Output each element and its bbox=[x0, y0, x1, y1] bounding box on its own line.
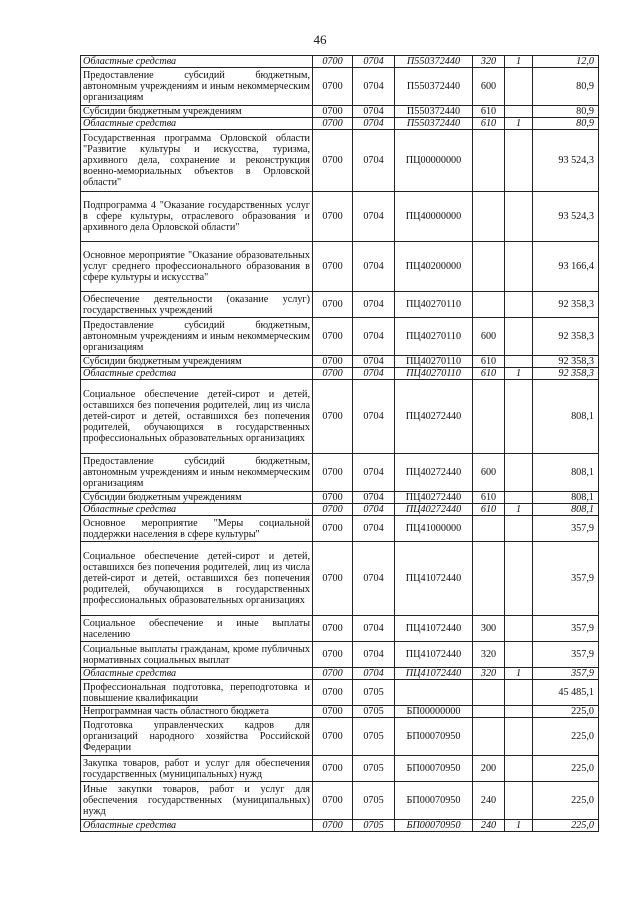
cell-funding-source bbox=[505, 516, 533, 542]
cell-subsection-code: 0704 bbox=[353, 616, 395, 642]
cell-amount: 357,9 bbox=[533, 642, 599, 668]
cell-section-code: 0700 bbox=[313, 454, 353, 492]
cell-amount: 357,9 bbox=[533, 516, 599, 542]
cell-row-name: Непрограммная часть областного бюджета bbox=[81, 706, 313, 718]
cell-section-code: 0700 bbox=[313, 668, 353, 680]
cell-subsection-code: 0704 bbox=[353, 668, 395, 680]
cell-funding-source bbox=[505, 130, 533, 192]
cell-subsection-code: 0704 bbox=[353, 504, 395, 516]
cell-funding-source bbox=[505, 356, 533, 368]
cell-expense-type-code: 610 bbox=[473, 118, 505, 130]
table-row bbox=[81, 292, 599, 318]
table-row bbox=[81, 242, 599, 292]
cell-funding-source bbox=[505, 292, 533, 318]
table-row bbox=[81, 616, 599, 642]
cell-funding-source: 1 bbox=[505, 504, 533, 516]
cell-section-code: 0700 bbox=[313, 356, 353, 368]
cell-funding-source: 1 bbox=[505, 56, 533, 68]
cell-funding-source bbox=[505, 718, 533, 756]
cell-funding-source bbox=[505, 242, 533, 292]
cell-target-article-code: П550372440 bbox=[395, 68, 473, 106]
cell-target-article-code: ПЦ40200000 bbox=[395, 242, 473, 292]
table-row bbox=[81, 756, 599, 782]
cell-section-code: 0700 bbox=[313, 492, 353, 504]
cell-section-code: 0700 bbox=[313, 616, 353, 642]
cell-subsection-code: 0704 bbox=[353, 68, 395, 106]
cell-subsection-code: 0704 bbox=[353, 292, 395, 318]
cell-funding-source bbox=[505, 318, 533, 356]
cell-subsection-code: 0704 bbox=[353, 516, 395, 542]
cell-row-name: Областные средства bbox=[81, 56, 313, 68]
cell-funding-source bbox=[505, 454, 533, 492]
cell-funding-source bbox=[505, 642, 533, 668]
cell-row-name: Обеспечение деятельности (оказание услуг) государственных учреждений bbox=[81, 292, 313, 318]
cell-section-code: 0700 bbox=[313, 516, 353, 542]
table-body bbox=[81, 56, 599, 832]
cell-amount: 808,1 bbox=[533, 380, 599, 454]
cell-amount: 357,9 bbox=[533, 542, 599, 616]
cell-target-article-code: П550372440 bbox=[395, 106, 473, 118]
cell-row-name: Закупка товаров, работ и услуг для обеспечения государственных (муниципальных) нужд bbox=[81, 756, 313, 782]
cell-section-code: 0700 bbox=[313, 542, 353, 616]
cell-section-code: 0700 bbox=[313, 756, 353, 782]
cell-expense-type-code bbox=[473, 542, 505, 616]
cell-row-name: Предоставление субсидий бюджетным, автономным учреждениям и иным некоммерческим организациям bbox=[81, 68, 313, 106]
cell-funding-source bbox=[505, 756, 533, 782]
cell-expense-type-code: 610 bbox=[473, 492, 505, 504]
cell-subsection-code: 0704 bbox=[353, 356, 395, 368]
cell-subsection-code: 0705 bbox=[353, 718, 395, 756]
cell-target-article-code: БП00000000 bbox=[395, 706, 473, 718]
cell-row-name: Областные средства bbox=[81, 820, 313, 832]
table-row bbox=[81, 504, 599, 516]
cell-row-name: Подпрограмма 4 "Оказание государственных услуг в сфере культуры, отраслевого образования и архивного дела Орловской области" bbox=[81, 192, 313, 242]
cell-section-code: 0700 bbox=[313, 118, 353, 130]
cell-row-name: Областные средства bbox=[81, 668, 313, 680]
cell-section-code: 0700 bbox=[313, 642, 353, 668]
cell-row-name: Областные средства bbox=[81, 504, 313, 516]
cell-expense-type-code: 610 bbox=[473, 106, 505, 118]
cell-amount: 92 358,3 bbox=[533, 292, 599, 318]
cell-target-article-code: ПЦ00000000 bbox=[395, 130, 473, 192]
cell-amount: 357,9 bbox=[533, 616, 599, 642]
cell-expense-type-code: 300 bbox=[473, 616, 505, 642]
cell-row-name: Субсидии бюджетным учреждениям bbox=[81, 356, 313, 368]
cell-section-code: 0700 bbox=[313, 680, 353, 706]
cell-subsection-code: 0705 bbox=[353, 756, 395, 782]
cell-target-article-code: БП00070950 bbox=[395, 820, 473, 832]
cell-expense-type-code: 320 bbox=[473, 668, 505, 680]
table-row bbox=[81, 718, 599, 756]
cell-funding-source bbox=[505, 706, 533, 718]
cell-amount: 225,0 bbox=[533, 756, 599, 782]
cell-expense-type-code bbox=[473, 718, 505, 756]
cell-subsection-code: 0704 bbox=[353, 242, 395, 292]
cell-target-article-code: ПЦ40272440 bbox=[395, 492, 473, 504]
cell-funding-source: 1 bbox=[505, 820, 533, 832]
cell-row-name: Субсидии бюджетным учреждениям bbox=[81, 106, 313, 118]
cell-expense-type-code: 610 bbox=[473, 504, 505, 516]
table-row bbox=[81, 56, 599, 68]
cell-row-name: Областные средства bbox=[81, 368, 313, 380]
cell-target-article-code: ПЦ40272440 bbox=[395, 380, 473, 454]
cell-amount: 93 524,3 bbox=[533, 130, 599, 192]
cell-subsection-code: 0704 bbox=[353, 106, 395, 118]
cell-target-article-code: БП00070950 bbox=[395, 782, 473, 820]
cell-row-name: Подготовка управленческих кадров для организаций народного хозяйства Российской Федерации bbox=[81, 718, 313, 756]
cell-funding-source bbox=[505, 542, 533, 616]
table-row bbox=[81, 118, 599, 130]
cell-target-article-code bbox=[395, 680, 473, 706]
cell-section-code: 0700 bbox=[313, 368, 353, 380]
cell-amount: 225,0 bbox=[533, 718, 599, 756]
cell-funding-source bbox=[505, 68, 533, 106]
cell-amount: 12,0 bbox=[533, 56, 599, 68]
cell-section-code: 0700 bbox=[313, 106, 353, 118]
cell-expense-type-code: 600 bbox=[473, 454, 505, 492]
cell-funding-source: 1 bbox=[505, 118, 533, 130]
cell-expense-type-code bbox=[473, 192, 505, 242]
cell-section-code: 0700 bbox=[313, 292, 353, 318]
cell-target-article-code: ПЦ40270110 bbox=[395, 292, 473, 318]
page-number: 46 bbox=[313, 32, 327, 47]
cell-target-article-code: ПЦ41000000 bbox=[395, 516, 473, 542]
cell-row-name: Предоставление субсидий бюджетным, автономным учреждениям и иным некоммерческим организациям bbox=[81, 318, 313, 356]
cell-target-article-code: БП00070950 bbox=[395, 718, 473, 756]
cell-section-code: 0700 bbox=[313, 820, 353, 832]
cell-subsection-code: 0704 bbox=[353, 454, 395, 492]
cell-funding-source: 1 bbox=[505, 668, 533, 680]
cell-target-article-code: ПЦ40272440 bbox=[395, 504, 473, 516]
table-row bbox=[81, 68, 599, 106]
cell-expense-type-code: 200 bbox=[473, 756, 505, 782]
table-row bbox=[81, 782, 599, 820]
cell-target-article-code: П550372440 bbox=[395, 56, 473, 68]
cell-amount: 92 358,3 bbox=[533, 368, 599, 380]
cell-section-code: 0700 bbox=[313, 718, 353, 756]
cell-target-article-code: ПЦ40270110 bbox=[395, 356, 473, 368]
cell-row-name: Субсидии бюджетным учреждениям bbox=[81, 492, 313, 504]
cell-row-name: Социальное обеспечение детей-сирот и детей, оставшихся без попечения родителей, лиц из числа детей-сирот и детей, оставшихся без попечения родителей, обучающихся в государственных профессиональных образовательных организациях bbox=[81, 542, 313, 616]
cell-expense-type-code: 240 bbox=[473, 782, 505, 820]
cell-funding-source bbox=[505, 492, 533, 504]
cell-expense-type-code: 610 bbox=[473, 368, 505, 380]
cell-subsection-code: 0704 bbox=[353, 56, 395, 68]
cell-row-name: Иные закупки товаров, работ и услуг для обеспечения государственных (муниципальных) нужд bbox=[81, 782, 313, 820]
cell-amount: 80,9 bbox=[533, 68, 599, 106]
cell-section-code: 0700 bbox=[313, 56, 353, 68]
table-row bbox=[81, 106, 599, 118]
cell-expense-type-code: 610 bbox=[473, 356, 505, 368]
cell-subsection-code: 0705 bbox=[353, 706, 395, 718]
cell-section-code: 0700 bbox=[313, 706, 353, 718]
cell-target-article-code: П550372440 bbox=[395, 118, 473, 130]
cell-row-name: Государственная программа Орловской области "Развитие культуры и искусства, туризма, архивного дела, сохранение и реконструкция военно-мемориальных объектов в Орловской области" bbox=[81, 130, 313, 192]
cell-subsection-code: 0704 bbox=[353, 192, 395, 242]
table-row bbox=[81, 680, 599, 706]
cell-funding-source bbox=[505, 106, 533, 118]
cell-subsection-code: 0704 bbox=[353, 642, 395, 668]
table-row bbox=[81, 368, 599, 380]
cell-amount: 808,1 bbox=[533, 504, 599, 516]
table-row bbox=[81, 192, 599, 242]
table-row bbox=[81, 356, 599, 368]
cell-expense-type-code: 600 bbox=[473, 318, 505, 356]
cell-target-article-code: ПЦ40000000 bbox=[395, 192, 473, 242]
cell-expense-type-code bbox=[473, 130, 505, 192]
cell-target-article-code: ПЦ41072440 bbox=[395, 542, 473, 616]
table-row bbox=[81, 516, 599, 542]
budget-table bbox=[80, 55, 599, 832]
cell-section-code: 0700 bbox=[313, 380, 353, 454]
cell-funding-source: 1 bbox=[505, 368, 533, 380]
cell-amount: 93 166,4 bbox=[533, 242, 599, 292]
cell-expense-type-code: 320 bbox=[473, 56, 505, 68]
table-row bbox=[81, 492, 599, 504]
cell-expense-type-code: 600 bbox=[473, 68, 505, 106]
cell-section-code: 0700 bbox=[313, 242, 353, 292]
cell-expense-type-code bbox=[473, 292, 505, 318]
cell-funding-source bbox=[505, 192, 533, 242]
cell-row-name: Основное мероприятие "Меры социальной поддержки населения в сфере культуры" bbox=[81, 516, 313, 542]
cell-funding-source bbox=[505, 680, 533, 706]
cell-expense-type-code: 240 bbox=[473, 820, 505, 832]
cell-target-article-code: БП00070950 bbox=[395, 756, 473, 782]
cell-target-article-code: ПЦ41072440 bbox=[395, 642, 473, 668]
cell-expense-type-code bbox=[473, 242, 505, 292]
cell-row-name: Предоставление субсидий бюджетным, автономным учреждениям и иным некоммерческим организациям bbox=[81, 454, 313, 492]
cell-expense-type-code: 320 bbox=[473, 642, 505, 668]
cell-amount: 80,9 bbox=[533, 106, 599, 118]
cell-funding-source bbox=[505, 616, 533, 642]
table-row bbox=[81, 454, 599, 492]
table-row bbox=[81, 542, 599, 616]
cell-funding-source bbox=[505, 782, 533, 820]
cell-subsection-code: 0705 bbox=[353, 680, 395, 706]
table-row bbox=[81, 380, 599, 454]
cell-subsection-code: 0705 bbox=[353, 820, 395, 832]
table-row bbox=[81, 706, 599, 718]
cell-section-code: 0700 bbox=[313, 504, 353, 516]
cell-section-code: 0700 bbox=[313, 130, 353, 192]
cell-amount: 92 358,3 bbox=[533, 356, 599, 368]
cell-expense-type-code bbox=[473, 516, 505, 542]
cell-row-name: Профессиональная подготовка, переподготовка и повышение квалификации bbox=[81, 680, 313, 706]
cell-expense-type-code bbox=[473, 706, 505, 718]
cell-section-code: 0700 bbox=[313, 192, 353, 242]
cell-subsection-code: 0704 bbox=[353, 542, 395, 616]
cell-amount: 45 485,1 bbox=[533, 680, 599, 706]
table-row bbox=[81, 668, 599, 680]
cell-amount: 80,9 bbox=[533, 118, 599, 130]
cell-funding-source bbox=[505, 380, 533, 454]
cell-subsection-code: 0704 bbox=[353, 318, 395, 356]
cell-amount: 808,1 bbox=[533, 454, 599, 492]
cell-row-name: Социальное обеспечение и иные выплаты населению bbox=[81, 616, 313, 642]
cell-expense-type-code bbox=[473, 380, 505, 454]
cell-amount: 225,0 bbox=[533, 706, 599, 718]
table-row bbox=[81, 820, 599, 832]
cell-row-name: Социальные выплаты гражданам, кроме публичных нормативных социальных выплат bbox=[81, 642, 313, 668]
cell-target-article-code: ПЦ41072440 bbox=[395, 616, 473, 642]
cell-section-code: 0700 bbox=[313, 782, 353, 820]
cell-row-name: Областные средства bbox=[81, 118, 313, 130]
cell-amount: 225,0 bbox=[533, 820, 599, 832]
table-row bbox=[81, 318, 599, 356]
cell-target-article-code: ПЦ40270110 bbox=[395, 368, 473, 380]
cell-target-article-code: ПЦ40272440 bbox=[395, 454, 473, 492]
cell-row-name: Социальное обеспечение детей-сирот и детей, оставшихся без попечения родителей, лиц из числа детей-сирот и детей, оставшихся без попечения родителей, обучающихся в государственных профессиональных образовательных организациях bbox=[81, 380, 313, 454]
cell-subsection-code: 0705 bbox=[353, 782, 395, 820]
table-row bbox=[81, 130, 599, 192]
cell-row-name: Основное мероприятие "Оказание образовательных услуг среднего профессионального образования в сфере культуры и искусства" bbox=[81, 242, 313, 292]
cell-amount: 93 524,3 bbox=[533, 192, 599, 242]
cell-subsection-code: 0704 bbox=[353, 118, 395, 130]
cell-subsection-code: 0704 bbox=[353, 130, 395, 192]
cell-expense-type-code bbox=[473, 680, 505, 706]
cell-target-article-code: ПЦ40270110 bbox=[395, 318, 473, 356]
cell-target-article-code: ПЦ41072440 bbox=[395, 668, 473, 680]
cell-amount: 808,1 bbox=[533, 492, 599, 504]
cell-amount: 92 358,3 bbox=[533, 318, 599, 356]
cell-subsection-code: 0704 bbox=[353, 368, 395, 380]
cell-subsection-code: 0704 bbox=[353, 492, 395, 504]
cell-amount: 225,0 bbox=[533, 782, 599, 820]
cell-amount: 357,9 bbox=[533, 668, 599, 680]
cell-section-code: 0700 bbox=[313, 318, 353, 356]
cell-section-code: 0700 bbox=[313, 68, 353, 106]
cell-subsection-code: 0704 bbox=[353, 380, 395, 454]
table-row bbox=[81, 642, 599, 668]
